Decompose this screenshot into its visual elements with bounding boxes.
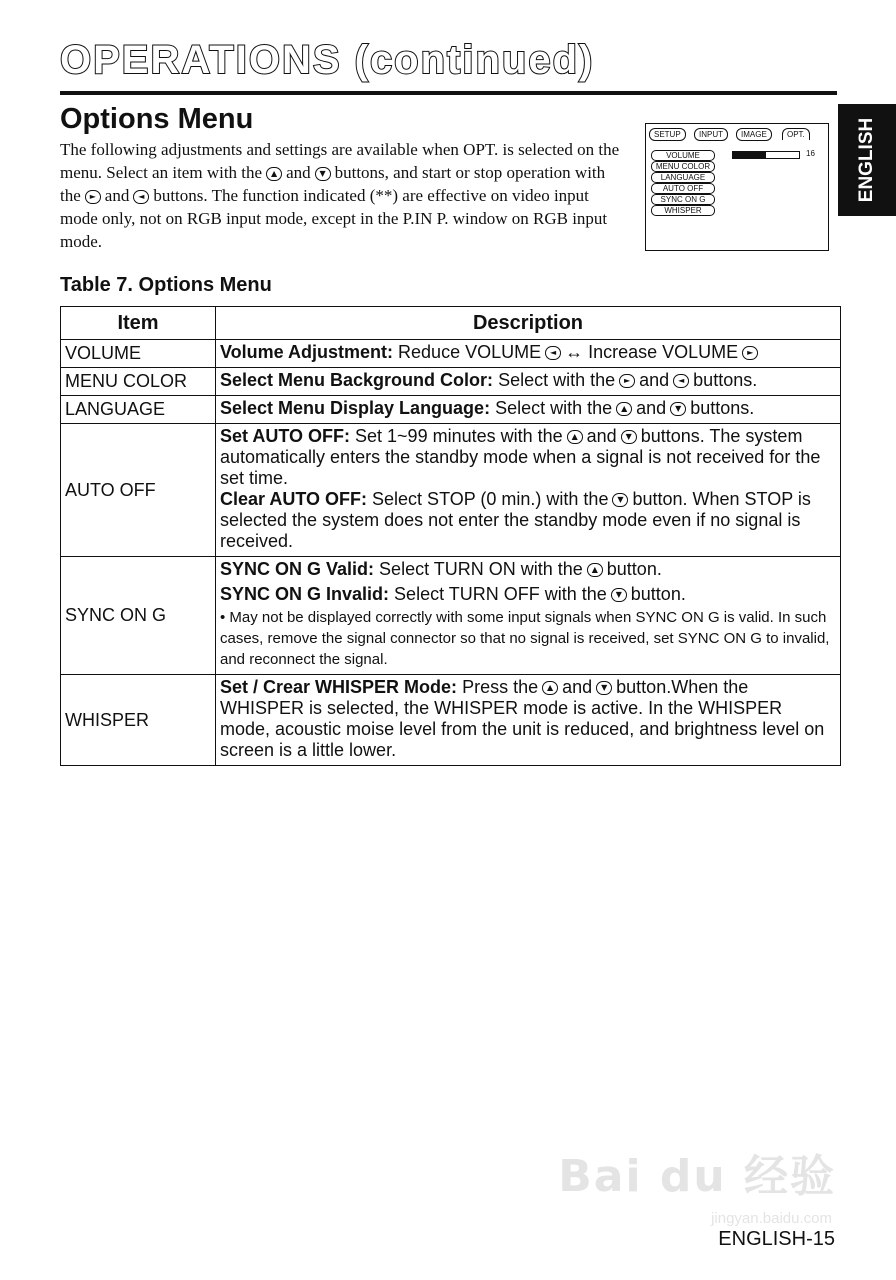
osd-menu-illustration bbox=[645, 123, 829, 251]
down-button-icon: ▼ bbox=[612, 493, 628, 507]
osd-tab-input: INPUT bbox=[694, 128, 728, 141]
desc-text: buttons. The system automatically enters the standby mode when a signal is not received for the set time. bbox=[220, 426, 821, 488]
row-item-sync-on-g: SYNC ON G bbox=[61, 557, 216, 675]
intro-text-5: buttons. The function indicated (**) are effective on video input mode only, not on RGB input mode, except in the P.IN P. window on RGB input mode. bbox=[60, 186, 608, 251]
down-button-icon: ▼ bbox=[315, 167, 331, 181]
page-title: OPERATIONS (continued) bbox=[60, 38, 595, 82]
right-button-icon: ► bbox=[85, 190, 101, 204]
down-button-icon: ▼ bbox=[611, 588, 627, 602]
options-table bbox=[60, 306, 841, 766]
up-button-icon: ▲ bbox=[616, 402, 632, 416]
header-description: Description bbox=[216, 307, 841, 340]
osd-item-sync-on-g: SYNC ON G bbox=[651, 194, 715, 205]
intro-text-1: The following adjustments and settings are available when OPT. is selected on the menu. Select an item with the bbox=[60, 140, 620, 182]
row-desc-sync-on-g bbox=[216, 557, 841, 675]
auto-off-clear-para bbox=[220, 489, 836, 552]
section-title: Options Menu bbox=[60, 103, 254, 135]
intro-text-2: and bbox=[286, 163, 311, 182]
desc-text: Reduce VOLUME bbox=[398, 342, 542, 362]
osd-tab-opt: OPT. bbox=[782, 128, 810, 140]
table-row bbox=[61, 396, 841, 424]
left-button-icon: ◄ bbox=[545, 346, 561, 360]
desc-label: SYNC ON G Invalid: bbox=[220, 584, 390, 604]
table-row bbox=[61, 340, 841, 368]
osd-item-auto-off: AUTO OFF bbox=[651, 183, 715, 194]
row-item-language: LANGUAGE bbox=[61, 396, 216, 424]
left-button-icon: ◄ bbox=[673, 374, 689, 388]
row-desc-whisper bbox=[216, 675, 841, 766]
desc-text: buttons. bbox=[693, 370, 758, 390]
down-button-icon: ▼ bbox=[621, 430, 637, 444]
desc-label: Volume Adjustment: bbox=[220, 342, 394, 362]
table-row bbox=[61, 675, 841, 766]
row-desc-menu-color bbox=[216, 368, 841, 396]
osd-volume-value: 16 bbox=[806, 149, 815, 158]
desc-label: Select Menu Display Language: bbox=[220, 398, 491, 418]
desc-text: buttons. bbox=[690, 398, 755, 418]
desc-text: and bbox=[586, 426, 617, 446]
up-button-icon: ▲ bbox=[266, 167, 282, 181]
osd-item-volume: VOLUME bbox=[651, 150, 715, 161]
double-arrow-icon: ↔ bbox=[565, 342, 584, 362]
desc-text: Select with the bbox=[495, 398, 613, 418]
up-button-icon: ▲ bbox=[587, 563, 603, 577]
desc-text: button. When STOP is selected the system does not enter the standby mode even if no signal is received. bbox=[220, 489, 811, 551]
desc-label: Select Menu Background Color: bbox=[220, 370, 494, 390]
osd-item-language: LANGUAGE bbox=[651, 172, 715, 183]
desc-text: Increase VOLUME bbox=[588, 342, 739, 362]
table-header-row bbox=[61, 307, 841, 340]
title-rule bbox=[60, 91, 837, 95]
intro-text-3: buttons, and start or stop operation with the bbox=[60, 163, 606, 205]
osd-volume-bar bbox=[732, 151, 800, 159]
intro-text-4: and bbox=[104, 186, 130, 205]
osd-tab-image: IMAGE bbox=[736, 128, 772, 141]
sync-on-g-note: • May not be displayed correctly with some input signals when SYNC ON G is valid. In such cases, remove the signal connector so that no signal is received, set SYNC ON G to invalid, and reconnect the signal. bbox=[220, 609, 830, 668]
desc-text: Select with the bbox=[498, 370, 616, 390]
intro-paragraph bbox=[60, 138, 630, 253]
osd-item-menu-color: MENU COLOR bbox=[651, 161, 715, 172]
desc-label: SYNC ON G Valid: bbox=[220, 559, 375, 579]
desc-text: button. bbox=[606, 559, 662, 579]
table-row bbox=[61, 424, 841, 557]
desc-text: Select STOP (0 min.) with the bbox=[372, 489, 609, 509]
table-title: Table 7. Options Menu bbox=[60, 274, 272, 296]
desc-text: Set 1~99 minutes with the bbox=[355, 426, 563, 446]
up-button-icon: ▲ bbox=[542, 681, 558, 695]
row-item-whisper: WHISPER bbox=[61, 675, 216, 766]
osd-volume-fill bbox=[733, 152, 766, 158]
header-item: Item bbox=[61, 307, 216, 340]
desc-text: Press the bbox=[462, 677, 539, 697]
baidu-watermark-url: jingyan.baidu.com bbox=[711, 1210, 832, 1227]
row-desc-volume bbox=[216, 340, 841, 368]
right-button-icon: ► bbox=[742, 346, 758, 360]
desc-text: Select TURN OFF with the bbox=[394, 584, 607, 604]
osd-item-whisper: WHISPER bbox=[651, 205, 715, 216]
sync-valid-para bbox=[220, 559, 836, 580]
table-row bbox=[61, 557, 841, 675]
left-button-icon: ◄ bbox=[133, 190, 149, 204]
right-button-icon: ► bbox=[619, 374, 635, 388]
desc-label: Clear AUTO OFF: bbox=[220, 489, 368, 509]
table-row bbox=[61, 368, 841, 396]
auto-off-set-para bbox=[220, 426, 836, 489]
desc-text: Select TURN ON with the bbox=[379, 559, 583, 579]
desc-text: and bbox=[639, 370, 670, 390]
desc-text: and bbox=[562, 677, 593, 697]
baidu-watermark: Bai du 经验 bbox=[558, 1151, 836, 1202]
down-button-icon: ▼ bbox=[596, 681, 612, 695]
desc-label: Set / Crear WHISPER Mode: bbox=[220, 677, 458, 697]
page-number: ENGLISH-15 bbox=[718, 1228, 835, 1250]
desc-label: Set AUTO OFF: bbox=[220, 426, 350, 446]
desc-text: button.When the WHISPER is selected, the WHISPER mode is active. In the WHISPER mode, acoustic moise level from the unit is reduced, and brightness level on screen is a little lower. bbox=[220, 677, 825, 760]
desc-text: button. bbox=[630, 584, 686, 604]
row-item-menu-color: MENU COLOR bbox=[61, 368, 216, 396]
language-side-tab bbox=[838, 104, 896, 216]
language-side-tab-label: ENGLISH bbox=[856, 117, 877, 203]
row-desc-auto-off bbox=[216, 424, 841, 557]
desc-text: and bbox=[636, 398, 667, 418]
row-item-auto-off: AUTO OFF bbox=[61, 424, 216, 557]
row-item-volume: VOLUME bbox=[61, 340, 216, 368]
down-button-icon: ▼ bbox=[670, 402, 686, 416]
osd-tab-setup: SETUP bbox=[649, 128, 686, 141]
row-desc-language bbox=[216, 396, 841, 424]
sync-invalid-para bbox=[220, 584, 836, 605]
up-button-icon: ▲ bbox=[567, 430, 583, 444]
